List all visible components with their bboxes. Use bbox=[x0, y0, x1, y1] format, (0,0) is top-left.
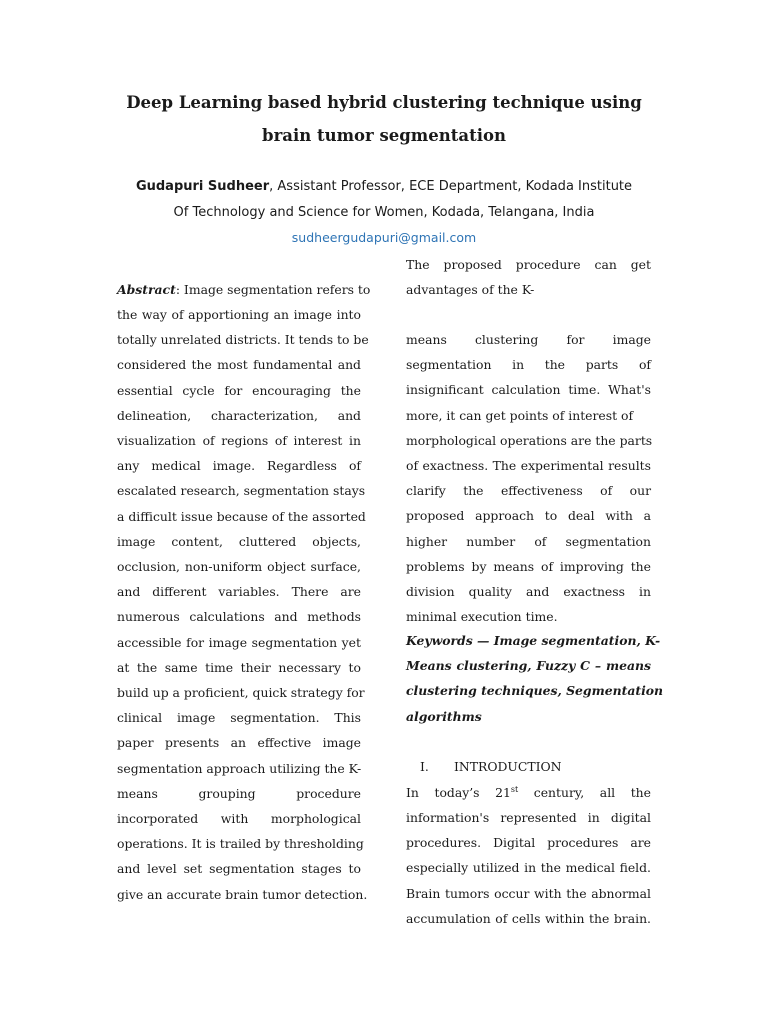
right-text-line: clarify the effectiveness of our bbox=[406, 483, 651, 499]
section-heading-introduction bbox=[420, 759, 562, 775]
right-text-line: of exactness. The experimental results bbox=[406, 458, 651, 473]
intro-line: especially utilized in the medical field. bbox=[406, 860, 651, 876]
intro-line: Brain tumors occur with the abnormal bbox=[406, 885, 651, 901]
abstract-first-line bbox=[117, 282, 371, 298]
intro-line: procedures. Digital procedures are bbox=[406, 835, 651, 851]
title-line-1: Deep Learning based hybrid clustering technique using bbox=[126, 93, 642, 112]
right-text-line: morphological operations are the parts bbox=[406, 432, 653, 448]
author-name: Gudapuri Sudheer bbox=[135, 179, 270, 194]
intro-line: information's represented in digital bbox=[406, 810, 651, 825]
abstract-line: paper presents an effective image bbox=[117, 735, 361, 751]
right-text-line: problems by means of improving the bbox=[406, 558, 651, 574]
intro-text: In today’s 21 bbox=[406, 785, 511, 800]
keyword-line: Keywords — Image segmentation, K- bbox=[406, 633, 661, 648]
right-text-line: The proposed procedure can get bbox=[406, 257, 651, 272]
paper-title bbox=[0, 86, 768, 152]
abstract-line: any medical image. Regardless of bbox=[117, 458, 361, 474]
author-line bbox=[0, 179, 768, 194]
abstract-line: image content, cluttered objects, bbox=[117, 533, 361, 549]
author-affiliation-2: Of Technology and Science for Women, Kodada, Telangana, India bbox=[173, 205, 595, 220]
abstract-line: essential cycle for encouraging the bbox=[117, 382, 361, 398]
author-affiliation-1: , Assistant Professor, ECE Department, Kodada Institute bbox=[269, 179, 633, 194]
abstract-line: : Image segmentation refers to bbox=[175, 282, 371, 297]
section-number: I. bbox=[420, 759, 429, 774]
right-text-line: minimal execution time. bbox=[406, 609, 558, 625]
abstract-line: totally unrelated districts. It tends to be bbox=[117, 332, 369, 348]
right-text-line: means clustering for image bbox=[406, 332, 651, 347]
right-text-line: proposed approach to deal with a bbox=[406, 508, 651, 524]
abstract-line: clinical image segmentation. This bbox=[117, 710, 361, 726]
intro-line: accumulation of cells within the brain. bbox=[406, 910, 651, 926]
intro-first-line bbox=[406, 785, 651, 801]
abstract-line: the way of apportioning an image into bbox=[117, 307, 361, 322]
right-text-line: higher number of segmentation bbox=[406, 533, 651, 549]
abstract-line: a difficult issue because of the assorted bbox=[117, 508, 366, 524]
right-text-line: advantages of the K- bbox=[406, 282, 535, 298]
intro-text: century, all the bbox=[518, 785, 651, 800]
abstract-line: escalated research, segmentation stays bbox=[117, 483, 366, 499]
abstract-line: at the same time their necessary to bbox=[117, 659, 361, 675]
title-line-2: brain tumor segmentation bbox=[262, 126, 506, 145]
superscript: st bbox=[510, 784, 519, 794]
abstract-line: segmentation approach utilizing the K- bbox=[117, 760, 362, 776]
keyword-line: clustering techniques, Segmentation bbox=[406, 683, 664, 699]
abstract-line: and different variables. There are bbox=[117, 584, 361, 600]
right-text-line: division quality and exactness in bbox=[406, 584, 651, 599]
right-text-line: insignificant calculation time. What's bbox=[406, 382, 651, 398]
abstract-line: operations. It is trailed by thresholding bbox=[117, 836, 364, 852]
abstract-line: delineation, characterization, and bbox=[117, 407, 361, 423]
author-email[interactable]: sudheergudapuri@gmail.com bbox=[291, 230, 477, 245]
abstract-line: and level set segmentation stages to bbox=[117, 861, 361, 877]
keyword-line: algorithms bbox=[406, 708, 482, 724]
abstract-line: numerous calculations and methods bbox=[117, 609, 361, 625]
abstract-line: considered the most fundamental and bbox=[117, 357, 361, 373]
section-title: INTRODUCTION bbox=[454, 759, 562, 774]
abstract-line: occlusion, non-uniform object surface, bbox=[117, 559, 361, 574]
right-text-line: segmentation in the parts of bbox=[406, 357, 651, 373]
abstract-line: give an accurate brain tumor detection. bbox=[117, 886, 368, 902]
abstract-line: incorporated with morphological bbox=[117, 811, 361, 826]
abstract-line: accessible for image segmentation yet bbox=[117, 634, 361, 650]
keyword-line: Means clustering, Fuzzy C – means bbox=[406, 658, 651, 674]
abstract-line: visualization of regions of interest in bbox=[117, 433, 361, 448]
right-text-line: more, it can get points of interest of bbox=[406, 407, 634, 423]
abstract-line: build up a proficient, quick strategy for bbox=[117, 685, 365, 700]
abstract-label: Abstract bbox=[117, 282, 176, 297]
abstract-line: means grouping procedure bbox=[117, 785, 361, 801]
